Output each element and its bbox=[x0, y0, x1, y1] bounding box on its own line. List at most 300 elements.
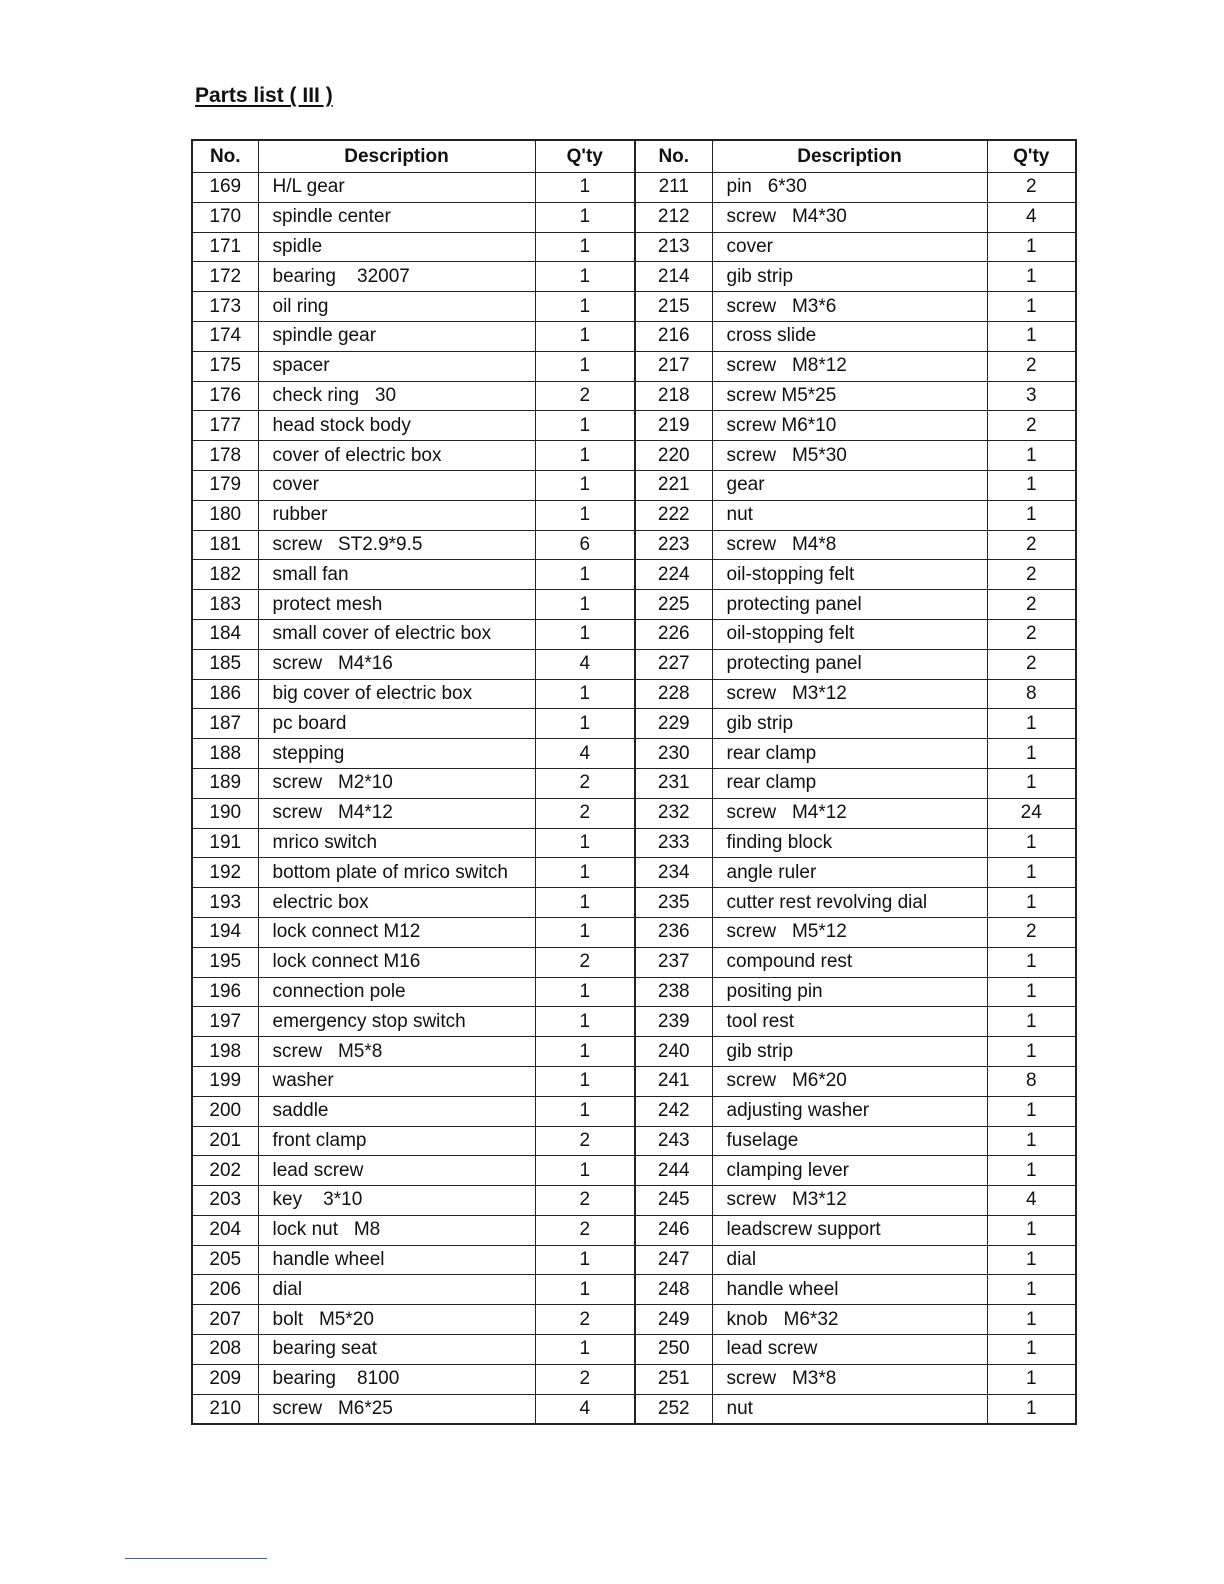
table-row bbox=[192, 232, 1076, 262]
part-description: dial bbox=[712, 1245, 987, 1275]
part-description: screw M5*30 bbox=[712, 441, 987, 471]
part-description: nut bbox=[712, 500, 987, 530]
table-row bbox=[192, 888, 1076, 918]
part-number: 249 bbox=[635, 1305, 712, 1335]
table-row bbox=[192, 202, 1076, 232]
part-number: 171 bbox=[192, 232, 258, 262]
table-row bbox=[192, 292, 1076, 322]
part-description: fuselage bbox=[712, 1126, 987, 1156]
part-quantity: 1 bbox=[535, 411, 635, 441]
part-quantity: 1 bbox=[535, 321, 635, 351]
part-description: adjusting washer bbox=[712, 1096, 987, 1126]
part-number: 229 bbox=[635, 709, 712, 739]
part-quantity: 1 bbox=[987, 262, 1076, 292]
part-description: gib strip bbox=[712, 709, 987, 739]
part-number: 181 bbox=[192, 530, 258, 560]
part-number: 177 bbox=[192, 411, 258, 441]
part-quantity: 1 bbox=[535, 590, 635, 620]
part-number: 226 bbox=[635, 619, 712, 649]
part-description: protecting panel bbox=[712, 649, 987, 679]
part-number: 236 bbox=[635, 917, 712, 947]
part-quantity: 1 bbox=[535, 1245, 635, 1275]
table-row bbox=[192, 858, 1076, 888]
part-number: 190 bbox=[192, 798, 258, 828]
part-number: 196 bbox=[192, 977, 258, 1007]
part-number: 213 bbox=[635, 232, 712, 262]
part-description: rear clamp bbox=[712, 739, 987, 769]
part-description: cover bbox=[258, 470, 535, 500]
part-number: 194 bbox=[192, 917, 258, 947]
part-number: 247 bbox=[635, 1245, 712, 1275]
part-number: 245 bbox=[635, 1186, 712, 1216]
part-description: nut bbox=[712, 1394, 987, 1424]
part-description: oil ring bbox=[258, 292, 535, 322]
part-quantity: 1 bbox=[987, 709, 1076, 739]
part-description: front clamp bbox=[258, 1126, 535, 1156]
part-description: cross slide bbox=[712, 321, 987, 351]
part-number: 235 bbox=[635, 888, 712, 918]
table-row bbox=[192, 1215, 1076, 1245]
table-row bbox=[192, 262, 1076, 292]
part-quantity: 24 bbox=[987, 798, 1076, 828]
part-description: screw M6*25 bbox=[258, 1394, 535, 1424]
part-quantity: 1 bbox=[535, 560, 635, 590]
part-quantity: 1 bbox=[535, 173, 635, 203]
part-description: lock connect M16 bbox=[258, 947, 535, 977]
part-number: 170 bbox=[192, 202, 258, 232]
part-description: finding block bbox=[712, 828, 987, 858]
part-number: 175 bbox=[192, 351, 258, 381]
table-row bbox=[192, 1037, 1076, 1067]
part-number: 238 bbox=[635, 977, 712, 1007]
part-number: 204 bbox=[192, 1215, 258, 1245]
part-quantity: 2 bbox=[987, 619, 1076, 649]
part-quantity: 4 bbox=[987, 1186, 1076, 1216]
part-number: 192 bbox=[192, 858, 258, 888]
table-row bbox=[192, 1275, 1076, 1305]
part-description: bearing 8100 bbox=[258, 1364, 535, 1394]
part-description: cover bbox=[712, 232, 987, 262]
part-description: gib strip bbox=[712, 262, 987, 292]
part-number: 231 bbox=[635, 768, 712, 798]
part-quantity: 2 bbox=[987, 917, 1076, 947]
part-number: 240 bbox=[635, 1037, 712, 1067]
part-quantity: 1 bbox=[535, 262, 635, 292]
part-quantity: 1 bbox=[535, 679, 635, 709]
part-number: 230 bbox=[635, 739, 712, 769]
part-quantity: 6 bbox=[535, 530, 635, 560]
part-quantity: 1 bbox=[535, 1335, 635, 1365]
part-quantity: 1 bbox=[987, 768, 1076, 798]
part-number: 201 bbox=[192, 1126, 258, 1156]
part-number: 210 bbox=[192, 1394, 258, 1424]
part-number: 242 bbox=[635, 1096, 712, 1126]
table-row bbox=[192, 530, 1076, 560]
part-quantity: 1 bbox=[535, 292, 635, 322]
part-quantity: 4 bbox=[535, 739, 635, 769]
part-quantity: 1 bbox=[535, 1037, 635, 1067]
part-quantity: 2 bbox=[535, 1215, 635, 1245]
part-quantity: 1 bbox=[987, 947, 1076, 977]
table-row bbox=[192, 739, 1076, 769]
part-description: oil-stopping felt bbox=[712, 560, 987, 590]
part-quantity: 1 bbox=[535, 709, 635, 739]
table-row bbox=[192, 560, 1076, 590]
table-body bbox=[192, 173, 1076, 1425]
table-row bbox=[192, 470, 1076, 500]
part-quantity: 1 bbox=[535, 1275, 635, 1305]
part-description: rear clamp bbox=[712, 768, 987, 798]
part-quantity: 1 bbox=[535, 441, 635, 471]
part-description: screw M3*6 bbox=[712, 292, 987, 322]
part-description: knob M6*32 bbox=[712, 1305, 987, 1335]
part-number: 218 bbox=[635, 381, 712, 411]
part-quantity: 2 bbox=[535, 1305, 635, 1335]
part-number: 211 bbox=[635, 173, 712, 203]
part-quantity: 2 bbox=[987, 411, 1076, 441]
part-quantity: 1 bbox=[535, 977, 635, 1007]
part-quantity: 2 bbox=[987, 649, 1076, 679]
part-description: gib strip bbox=[712, 1037, 987, 1067]
part-description: screw M5*25 bbox=[712, 381, 987, 411]
part-quantity: 4 bbox=[535, 649, 635, 679]
part-number: 243 bbox=[635, 1126, 712, 1156]
table-row bbox=[192, 173, 1076, 203]
part-number: 237 bbox=[635, 947, 712, 977]
part-number: 224 bbox=[635, 560, 712, 590]
part-quantity: 1 bbox=[987, 441, 1076, 471]
part-number: 228 bbox=[635, 679, 712, 709]
part-number: 188 bbox=[192, 739, 258, 769]
part-quantity: 2 bbox=[535, 381, 635, 411]
part-number: 176 bbox=[192, 381, 258, 411]
part-quantity: 1 bbox=[987, 1096, 1076, 1126]
part-quantity: 2 bbox=[535, 768, 635, 798]
part-number: 198 bbox=[192, 1037, 258, 1067]
part-number: 241 bbox=[635, 1066, 712, 1096]
part-description: protect mesh bbox=[258, 590, 535, 620]
part-description: oil-stopping felt bbox=[712, 619, 987, 649]
part-description: bearing 32007 bbox=[258, 262, 535, 292]
part-description: key 3*10 bbox=[258, 1186, 535, 1216]
table-header bbox=[192, 140, 1076, 173]
part-quantity: 1 bbox=[987, 977, 1076, 1007]
part-description: cutter rest revolving dial bbox=[712, 888, 987, 918]
table-row bbox=[192, 1394, 1076, 1424]
part-quantity: 1 bbox=[535, 1096, 635, 1126]
part-description: stepping bbox=[258, 739, 535, 769]
part-number: 205 bbox=[192, 1245, 258, 1275]
part-number: 244 bbox=[635, 1156, 712, 1186]
table-row bbox=[192, 1335, 1076, 1365]
part-description: pc board bbox=[258, 709, 535, 739]
part-description: handle wheel bbox=[258, 1245, 535, 1275]
part-number: 214 bbox=[635, 262, 712, 292]
part-number: 191 bbox=[192, 828, 258, 858]
table-row bbox=[192, 1186, 1076, 1216]
part-number: 227 bbox=[635, 649, 712, 679]
table-row bbox=[192, 1245, 1076, 1275]
part-number: 232 bbox=[635, 798, 712, 828]
part-description: washer bbox=[258, 1066, 535, 1096]
part-number: 239 bbox=[635, 1007, 712, 1037]
part-number: 195 bbox=[192, 947, 258, 977]
part-description: pin 6*30 bbox=[712, 173, 987, 203]
part-description: check ring 30 bbox=[258, 381, 535, 411]
part-number: 206 bbox=[192, 1275, 258, 1305]
part-description: small cover of electric box bbox=[258, 619, 535, 649]
table-row bbox=[192, 500, 1076, 530]
part-quantity: 1 bbox=[535, 619, 635, 649]
table-row bbox=[192, 828, 1076, 858]
part-quantity: 2 bbox=[535, 798, 635, 828]
part-quantity: 1 bbox=[987, 1126, 1076, 1156]
table-row bbox=[192, 1156, 1076, 1186]
part-description: lead screw bbox=[712, 1335, 987, 1365]
part-description: mrico switch bbox=[258, 828, 535, 858]
header-no: No. bbox=[192, 140, 258, 173]
part-number: 183 bbox=[192, 590, 258, 620]
part-description: emergency stop switch bbox=[258, 1007, 535, 1037]
part-quantity: 8 bbox=[987, 1066, 1076, 1096]
part-number: 207 bbox=[192, 1305, 258, 1335]
table-row bbox=[192, 619, 1076, 649]
part-description: screw M4*16 bbox=[258, 649, 535, 679]
part-number: 222 bbox=[635, 500, 712, 530]
part-quantity: 2 bbox=[987, 590, 1076, 620]
header-no: No. bbox=[635, 140, 712, 173]
part-description: screw M2*10 bbox=[258, 768, 535, 798]
part-description: spidle bbox=[258, 232, 535, 262]
part-description: screw M6*20 bbox=[712, 1066, 987, 1096]
part-description: screw M4*12 bbox=[258, 798, 535, 828]
part-quantity: 1 bbox=[987, 1037, 1076, 1067]
part-description: lock connect M12 bbox=[258, 917, 535, 947]
part-number: 216 bbox=[635, 321, 712, 351]
part-description: cover of electric box bbox=[258, 441, 535, 471]
table-row bbox=[192, 411, 1076, 441]
part-description: lock nut M8 bbox=[258, 1215, 535, 1245]
part-description: bolt M5*20 bbox=[258, 1305, 535, 1335]
part-quantity: 1 bbox=[535, 470, 635, 500]
part-description: screw M4*12 bbox=[712, 798, 987, 828]
part-quantity: 1 bbox=[987, 1156, 1076, 1186]
part-quantity: 1 bbox=[987, 739, 1076, 769]
part-quantity: 2 bbox=[535, 1186, 635, 1216]
part-quantity: 2 bbox=[987, 560, 1076, 590]
part-description: spindle center bbox=[258, 202, 535, 232]
part-description: screw M6*10 bbox=[712, 411, 987, 441]
header-row bbox=[192, 140, 1076, 173]
part-number: 234 bbox=[635, 858, 712, 888]
part-number: 203 bbox=[192, 1186, 258, 1216]
part-number: 220 bbox=[635, 441, 712, 471]
part-number: 189 bbox=[192, 768, 258, 798]
part-description: leadscrew support bbox=[712, 1215, 987, 1245]
part-number: 197 bbox=[192, 1007, 258, 1037]
table-row bbox=[192, 768, 1076, 798]
part-quantity: 1 bbox=[535, 202, 635, 232]
part-description: screw M4*8 bbox=[712, 530, 987, 560]
part-description: dial bbox=[258, 1275, 535, 1305]
part-quantity: 8 bbox=[987, 679, 1076, 709]
header-qty: Q'ty bbox=[535, 140, 635, 173]
table-row bbox=[192, 351, 1076, 381]
part-description: handle wheel bbox=[712, 1275, 987, 1305]
part-description: saddle bbox=[258, 1096, 535, 1126]
part-number: 180 bbox=[192, 500, 258, 530]
part-quantity: 2 bbox=[987, 173, 1076, 203]
part-quantity: 2 bbox=[987, 530, 1076, 560]
part-quantity: 1 bbox=[535, 917, 635, 947]
part-description: screw ST2.9*9.5 bbox=[258, 530, 535, 560]
table-row bbox=[192, 1007, 1076, 1037]
part-number: 250 bbox=[635, 1335, 712, 1365]
part-quantity: 1 bbox=[987, 1394, 1076, 1424]
part-quantity: 2 bbox=[535, 1126, 635, 1156]
part-description: spacer bbox=[258, 351, 535, 381]
page-title: Parts list ( III ) bbox=[195, 84, 333, 107]
part-number: 173 bbox=[192, 292, 258, 322]
part-number: 217 bbox=[635, 351, 712, 381]
part-quantity: 1 bbox=[987, 292, 1076, 322]
table-row bbox=[192, 1305, 1076, 1335]
part-number: 172 bbox=[192, 262, 258, 292]
part-number: 186 bbox=[192, 679, 258, 709]
table-row bbox=[192, 947, 1076, 977]
part-description: screw M3*8 bbox=[712, 1364, 987, 1394]
table-row bbox=[192, 709, 1076, 739]
table-row bbox=[192, 1364, 1076, 1394]
part-number: 185 bbox=[192, 649, 258, 679]
part-description: screw M5*8 bbox=[258, 1037, 535, 1067]
table-row bbox=[192, 1126, 1076, 1156]
table-row bbox=[192, 679, 1076, 709]
part-quantity: 1 bbox=[987, 828, 1076, 858]
part-number: 200 bbox=[192, 1096, 258, 1126]
part-number: 233 bbox=[635, 828, 712, 858]
part-description: electric box bbox=[258, 888, 535, 918]
part-quantity: 1 bbox=[987, 858, 1076, 888]
part-quantity: 1 bbox=[987, 1007, 1076, 1037]
part-quantity: 1 bbox=[987, 1364, 1076, 1394]
part-quantity: 2 bbox=[535, 947, 635, 977]
part-description: positing pin bbox=[712, 977, 987, 1007]
part-number: 246 bbox=[635, 1215, 712, 1245]
part-number: 212 bbox=[635, 202, 712, 232]
part-description: clamping lever bbox=[712, 1156, 987, 1186]
part-number: 251 bbox=[635, 1364, 712, 1394]
part-number: 221 bbox=[635, 470, 712, 500]
parts-table bbox=[191, 139, 1077, 1425]
part-description: connection pole bbox=[258, 977, 535, 1007]
part-number: 215 bbox=[635, 292, 712, 322]
part-number: 178 bbox=[192, 441, 258, 471]
part-quantity: 1 bbox=[987, 1305, 1076, 1335]
part-number: 202 bbox=[192, 1156, 258, 1186]
part-quantity: 1 bbox=[987, 1215, 1076, 1245]
part-quantity: 2 bbox=[987, 351, 1076, 381]
part-description: rubber bbox=[258, 500, 535, 530]
table-row bbox=[192, 590, 1076, 620]
table-row bbox=[192, 381, 1076, 411]
part-number: 223 bbox=[635, 530, 712, 560]
part-quantity: 1 bbox=[535, 1066, 635, 1096]
part-number: 252 bbox=[635, 1394, 712, 1424]
part-number: 225 bbox=[635, 590, 712, 620]
part-description: screw M3*12 bbox=[712, 1186, 987, 1216]
table-row bbox=[192, 1066, 1076, 1096]
part-description: tool rest bbox=[712, 1007, 987, 1037]
part-description: screw M8*12 bbox=[712, 351, 987, 381]
table-row bbox=[192, 798, 1076, 828]
part-quantity: 2 bbox=[535, 1364, 635, 1394]
part-quantity: 3 bbox=[987, 381, 1076, 411]
part-quantity: 1 bbox=[535, 232, 635, 262]
part-description: screw M3*12 bbox=[712, 679, 987, 709]
footer-rule bbox=[125, 1558, 267, 1559]
part-quantity: 4 bbox=[987, 202, 1076, 232]
part-description: lead screw bbox=[258, 1156, 535, 1186]
part-description: big cover of electric box bbox=[258, 679, 535, 709]
part-number: 169 bbox=[192, 173, 258, 203]
header-description: Description bbox=[712, 140, 987, 173]
table-row bbox=[192, 917, 1076, 947]
part-quantity: 1 bbox=[987, 470, 1076, 500]
part-quantity: 1 bbox=[987, 1245, 1076, 1275]
part-quantity: 1 bbox=[987, 321, 1076, 351]
part-number: 179 bbox=[192, 470, 258, 500]
part-quantity: 1 bbox=[535, 888, 635, 918]
part-description: screw M4*30 bbox=[712, 202, 987, 232]
part-quantity: 1 bbox=[535, 828, 635, 858]
part-description: screw M5*12 bbox=[712, 917, 987, 947]
part-description: bearing seat bbox=[258, 1335, 535, 1365]
part-quantity: 4 bbox=[535, 1394, 635, 1424]
table-row bbox=[192, 977, 1076, 1007]
part-quantity: 1 bbox=[535, 1156, 635, 1186]
part-quantity: 1 bbox=[535, 500, 635, 530]
part-description: protecting panel bbox=[712, 590, 987, 620]
part-number: 209 bbox=[192, 1364, 258, 1394]
header-description: Description bbox=[258, 140, 535, 173]
part-description: angle ruler bbox=[712, 858, 987, 888]
part-number: 199 bbox=[192, 1066, 258, 1096]
table-row bbox=[192, 441, 1076, 471]
part-number: 219 bbox=[635, 411, 712, 441]
part-quantity: 1 bbox=[535, 1007, 635, 1037]
part-number: 184 bbox=[192, 619, 258, 649]
part-quantity: 1 bbox=[535, 351, 635, 381]
header-qty: Q'ty bbox=[987, 140, 1076, 173]
table-row bbox=[192, 1096, 1076, 1126]
part-number: 174 bbox=[192, 321, 258, 351]
part-quantity: 1 bbox=[987, 888, 1076, 918]
part-number: 187 bbox=[192, 709, 258, 739]
table-row bbox=[192, 321, 1076, 351]
part-quantity: 1 bbox=[987, 1335, 1076, 1365]
part-description: bottom plate of mrico switch bbox=[258, 858, 535, 888]
part-quantity: 1 bbox=[535, 858, 635, 888]
part-quantity: 1 bbox=[987, 1275, 1076, 1305]
part-description: head stock body bbox=[258, 411, 535, 441]
part-number: 248 bbox=[635, 1275, 712, 1305]
part-description: gear bbox=[712, 470, 987, 500]
part-number: 208 bbox=[192, 1335, 258, 1365]
part-quantity: 1 bbox=[987, 500, 1076, 530]
part-description: compound rest bbox=[712, 947, 987, 977]
part-quantity: 1 bbox=[987, 232, 1076, 262]
